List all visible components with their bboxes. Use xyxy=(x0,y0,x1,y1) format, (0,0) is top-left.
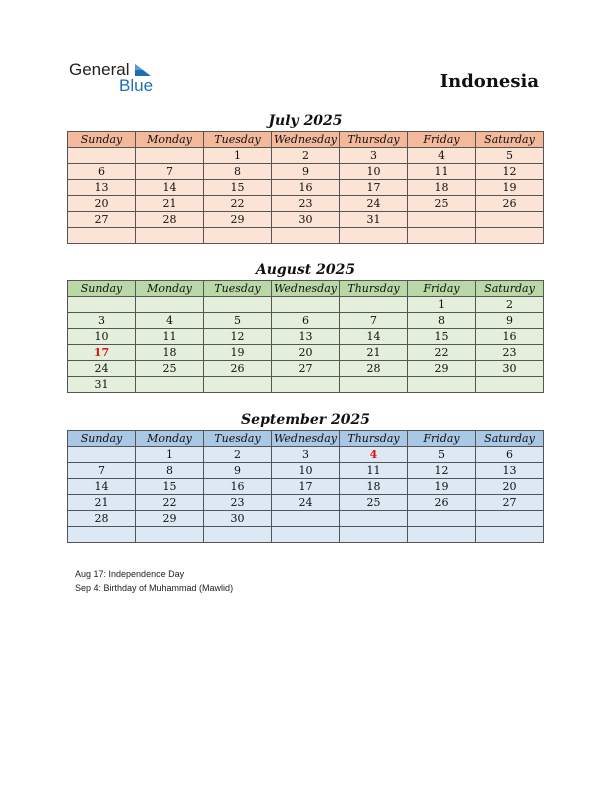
logo-triangle-icon xyxy=(133,62,153,78)
day-cell: 23 xyxy=(476,345,544,361)
calendar-grid xyxy=(67,131,544,244)
logo xyxy=(69,60,169,96)
day-cell: 16 xyxy=(204,479,272,495)
day-cell: 15 xyxy=(408,329,476,345)
day-cell xyxy=(136,148,204,164)
month-july xyxy=(67,111,544,244)
day-cell: 9 xyxy=(476,313,544,329)
day-cell: 8 xyxy=(136,463,204,479)
weekday-header: Saturday xyxy=(476,281,544,297)
day-cell: 16 xyxy=(476,329,544,345)
day-cell: 5 xyxy=(476,148,544,164)
day-cell: 17 xyxy=(340,180,408,196)
weekday-header: Friday xyxy=(408,281,476,297)
day-cell: 30 xyxy=(272,212,340,228)
day-cell: 26 xyxy=(204,361,272,377)
day-cell: 11 xyxy=(340,463,408,479)
day-cell xyxy=(272,511,340,527)
day-cell xyxy=(204,377,272,393)
day-cell xyxy=(136,228,204,244)
day-cell: 7 xyxy=(340,313,408,329)
day-cell: 28 xyxy=(136,212,204,228)
day-cell: 16 xyxy=(272,180,340,196)
day-cell: 30 xyxy=(204,511,272,527)
day-cell: 13 xyxy=(476,463,544,479)
week-row xyxy=(68,361,544,377)
weekday-header: Thursday xyxy=(340,132,408,148)
day-cell: 7 xyxy=(136,164,204,180)
day-cell: 22 xyxy=(204,196,272,212)
day-cell xyxy=(272,228,340,244)
weekday-header: Monday xyxy=(136,431,204,447)
day-cell: 21 xyxy=(136,196,204,212)
day-cell: 25 xyxy=(136,361,204,377)
week-row xyxy=(68,212,544,228)
day-cell: 6 xyxy=(68,164,136,180)
week-row xyxy=(68,313,544,329)
week-row xyxy=(68,511,544,527)
month-title: July 2025 xyxy=(268,113,343,129)
day-cell: 10 xyxy=(340,164,408,180)
week-row xyxy=(68,228,544,244)
day-cell: 12 xyxy=(204,329,272,345)
day-cell: 23 xyxy=(204,495,272,511)
weekday-header: Friday xyxy=(408,431,476,447)
weekday-header: Sunday xyxy=(68,281,136,297)
day-cell: 9 xyxy=(272,164,340,180)
month-title: September 2025 xyxy=(241,412,370,428)
day-cell: 25 xyxy=(408,196,476,212)
day-cell: 27 xyxy=(68,212,136,228)
day-cell xyxy=(68,297,136,313)
day-cell xyxy=(476,527,544,543)
day-cell: 3 xyxy=(272,447,340,463)
day-cell: 18 xyxy=(136,345,204,361)
day-cell: 17 xyxy=(68,345,136,361)
calendar-grid xyxy=(67,430,544,543)
day-cell: 2 xyxy=(476,297,544,313)
weekday-header: Wednesday xyxy=(272,281,340,297)
day-cell: 29 xyxy=(408,361,476,377)
month-title: August 2025 xyxy=(255,262,356,278)
weekday-header: Sunday xyxy=(68,431,136,447)
day-cell: 1 xyxy=(136,447,204,463)
day-cell: 19 xyxy=(408,479,476,495)
day-cell xyxy=(476,511,544,527)
day-cell xyxy=(340,377,408,393)
day-cell: 12 xyxy=(408,463,476,479)
day-cell xyxy=(136,377,204,393)
day-cell xyxy=(340,527,408,543)
day-cell: 24 xyxy=(272,495,340,511)
day-cell: 29 xyxy=(204,212,272,228)
day-cell: 22 xyxy=(408,345,476,361)
weekday-header: Monday xyxy=(136,132,204,148)
holiday-notes xyxy=(75,567,233,595)
day-cell xyxy=(272,377,340,393)
weekday-header-row xyxy=(68,431,544,447)
day-cell: 27 xyxy=(272,361,340,377)
day-cell: 20 xyxy=(476,479,544,495)
day-cell: 11 xyxy=(136,329,204,345)
day-cell: 29 xyxy=(136,511,204,527)
day-cell xyxy=(340,297,408,313)
day-cell xyxy=(204,228,272,244)
week-row xyxy=(68,479,544,495)
week-row xyxy=(68,377,544,393)
day-cell: 8 xyxy=(408,313,476,329)
weekday-header: Tuesday xyxy=(204,281,272,297)
day-cell: 7 xyxy=(68,463,136,479)
day-cell xyxy=(204,527,272,543)
day-cell: 19 xyxy=(204,345,272,361)
weekday-header: Wednesday xyxy=(272,132,340,148)
day-cell: 17 xyxy=(272,479,340,495)
weekday-header-row xyxy=(68,281,544,297)
day-cell xyxy=(340,511,408,527)
weekday-header: Tuesday xyxy=(204,431,272,447)
day-cell xyxy=(408,228,476,244)
day-cell xyxy=(68,447,136,463)
day-cell: 4 xyxy=(136,313,204,329)
day-cell xyxy=(68,228,136,244)
day-cell: 31 xyxy=(340,212,408,228)
day-cell: 1 xyxy=(204,148,272,164)
day-cell: 14 xyxy=(136,180,204,196)
day-cell xyxy=(136,527,204,543)
day-cell: 19 xyxy=(476,180,544,196)
logo-word-general: General xyxy=(69,60,130,79)
day-cell: 31 xyxy=(68,377,136,393)
day-cell: 10 xyxy=(68,329,136,345)
day-cell: 3 xyxy=(340,148,408,164)
day-cell xyxy=(408,511,476,527)
day-cell: 13 xyxy=(68,180,136,196)
week-row xyxy=(68,180,544,196)
week-row xyxy=(68,297,544,313)
day-cell: 4 xyxy=(340,447,408,463)
day-cell xyxy=(476,377,544,393)
day-cell xyxy=(340,228,408,244)
day-cell: 24 xyxy=(340,196,408,212)
week-row xyxy=(68,495,544,511)
day-cell: 23 xyxy=(272,196,340,212)
weekday-header: Thursday xyxy=(340,281,408,297)
day-cell: 21 xyxy=(340,345,408,361)
day-cell: 1 xyxy=(408,297,476,313)
day-cell xyxy=(408,377,476,393)
weekday-header: Friday xyxy=(408,132,476,148)
day-cell: 9 xyxy=(204,463,272,479)
week-row xyxy=(68,164,544,180)
day-cell: 24 xyxy=(68,361,136,377)
day-cell: 13 xyxy=(272,329,340,345)
day-cell: 22 xyxy=(136,495,204,511)
day-cell: 26 xyxy=(408,495,476,511)
week-row xyxy=(68,196,544,212)
day-cell: 21 xyxy=(68,495,136,511)
day-cell: 28 xyxy=(340,361,408,377)
day-cell: 2 xyxy=(272,148,340,164)
day-cell: 10 xyxy=(272,463,340,479)
weekday-header: Sunday xyxy=(68,132,136,148)
day-cell: 25 xyxy=(340,495,408,511)
week-row xyxy=(68,447,544,463)
day-cell: 18 xyxy=(408,180,476,196)
country-title: Indonesia xyxy=(439,71,539,92)
weekday-header: Saturday xyxy=(476,431,544,447)
day-cell: 3 xyxy=(68,313,136,329)
day-cell: 12 xyxy=(476,164,544,180)
day-cell xyxy=(68,527,136,543)
day-cell xyxy=(408,212,476,228)
day-cell xyxy=(272,297,340,313)
day-cell: 6 xyxy=(272,313,340,329)
day-cell: 2 xyxy=(204,447,272,463)
day-cell: 15 xyxy=(136,479,204,495)
day-cell: 15 xyxy=(204,180,272,196)
weekday-header: Thursday xyxy=(340,431,408,447)
weekday-header: Monday xyxy=(136,281,204,297)
day-cell: 14 xyxy=(68,479,136,495)
day-cell: 28 xyxy=(68,511,136,527)
day-cell xyxy=(68,148,136,164)
holiday-note: Aug 17: Independence Day xyxy=(75,569,185,579)
day-cell: 8 xyxy=(204,164,272,180)
day-cell: 27 xyxy=(476,495,544,511)
logo-word-blue: Blue xyxy=(119,76,154,95)
weekday-header: Wednesday xyxy=(272,431,340,447)
day-cell xyxy=(408,527,476,543)
day-cell: 5 xyxy=(204,313,272,329)
month-september xyxy=(67,410,544,543)
day-cell xyxy=(476,212,544,228)
day-cell: 20 xyxy=(272,345,340,361)
day-cell: 14 xyxy=(340,329,408,345)
day-cell xyxy=(204,297,272,313)
day-cell xyxy=(476,228,544,244)
month-august xyxy=(67,260,544,393)
day-cell: 26 xyxy=(476,196,544,212)
day-cell: 6 xyxy=(476,447,544,463)
day-cell: 30 xyxy=(476,361,544,377)
weekday-header: Tuesday xyxy=(204,132,272,148)
day-cell: 11 xyxy=(408,164,476,180)
day-cell: 18 xyxy=(340,479,408,495)
calendar-grid xyxy=(67,280,544,393)
day-cell: 5 xyxy=(408,447,476,463)
weekday-header: Saturday xyxy=(476,132,544,148)
weekday-header-row xyxy=(68,132,544,148)
holiday-note: Sep 4: Birthday of Muhammad (Mawlid) xyxy=(75,583,234,593)
day-cell: 20 xyxy=(68,196,136,212)
day-cell xyxy=(272,527,340,543)
week-row xyxy=(68,463,544,479)
week-row xyxy=(68,148,544,164)
week-row xyxy=(68,329,544,345)
day-cell: 4 xyxy=(408,148,476,164)
day-cell xyxy=(136,297,204,313)
week-row xyxy=(68,527,544,543)
week-row xyxy=(68,345,544,361)
